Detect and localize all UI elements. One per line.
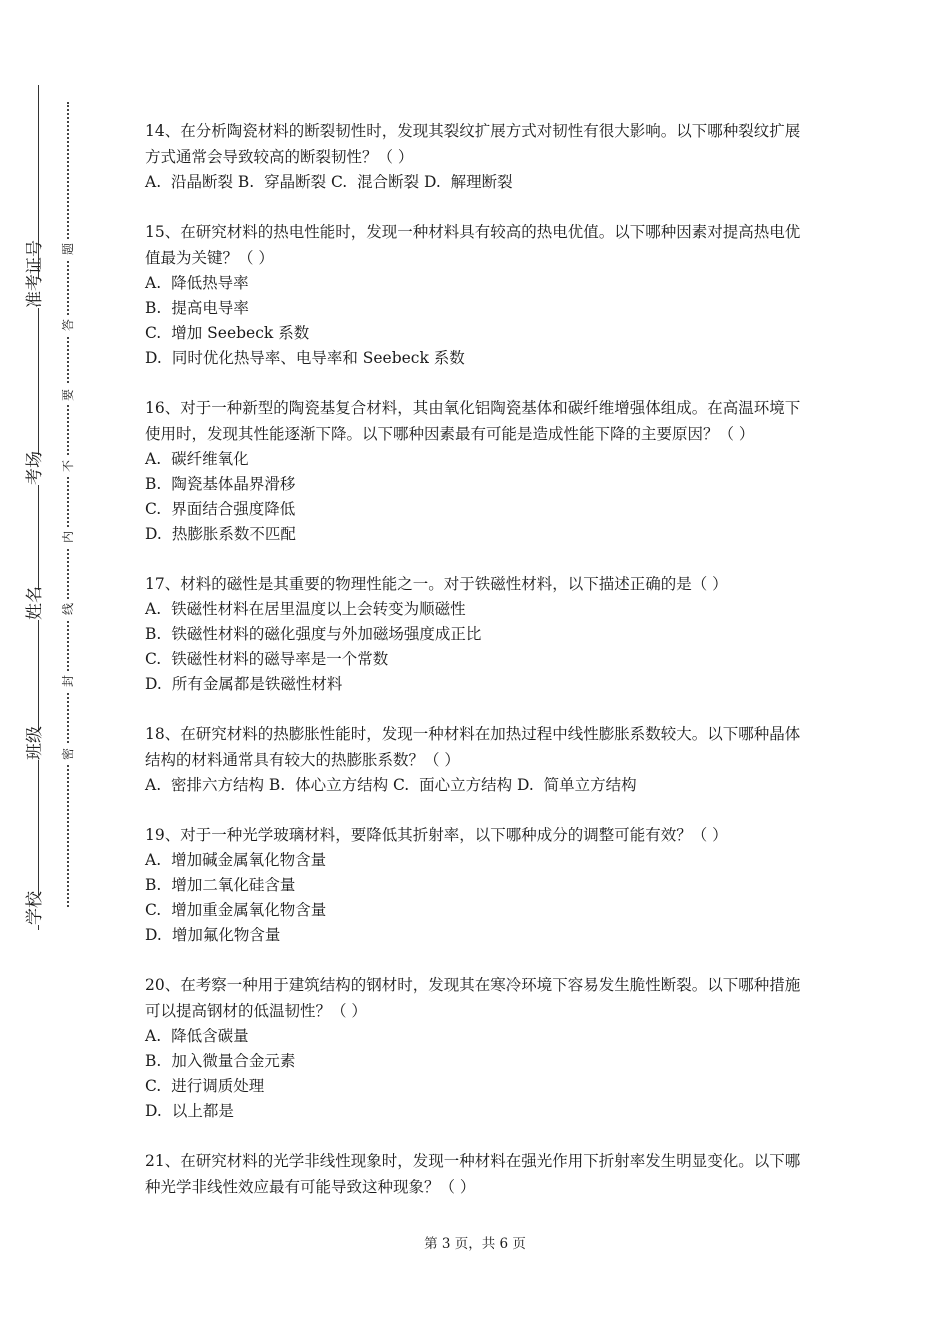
option-c: C. 增加重金属氧化物含量: [145, 901, 327, 919]
binding-margin: [0, 0, 120, 1344]
field-label-exam-room: 考场: [20, 455, 50, 485]
question-15: [145, 219, 815, 371]
question-stem: 14、在分析陶瓷材料的断裂韧性时，发现其裂纹扩展方式对韧性有很大影响。以下哪种裂纹扩展方式通常会导致较高的断裂韧性？（ ）: [145, 122, 801, 166]
question-stem: 17、材料的磁性是其重要的物理性能之一。对于铁磁性材料，以下描述正确的是（ ）: [145, 575, 728, 593]
question-stem: 21、在研究材料的光学非线性现象时，发现一种材料在强光作用下折射率发生明显变化。以下哪种光学非线性效应最有可能导致这种现象？（ ）: [145, 1152, 801, 1196]
option-c: C. 界面结合强度降低: [145, 500, 296, 518]
option-b: B. 陶瓷基体晶界滑移: [145, 475, 296, 493]
option-a: A. 降低热导率: [145, 274, 249, 292]
field-label-class: 班级: [20, 730, 50, 760]
question-inline-options: A. 沿晶断裂 B. 穿晶断裂 C. 混合断裂 D. 解理断裂: [145, 173, 513, 191]
question-18: [145, 721, 815, 798]
option-b: B. 增加二氧化硅含量: [145, 876, 296, 894]
seal-char: 内: [59, 527, 77, 547]
question-19: [145, 822, 815, 948]
option-c: C. 进行调质处理: [145, 1077, 265, 1095]
question-16: [145, 395, 815, 547]
question-stem: 18、在研究材料的热膨胀性能时，发现一种材料在加热过程中线性膨胀系数较大。以下哪种晶体结构的材料通常具有较大的热膨胀系数？（ ）: [145, 725, 801, 769]
question-17: [145, 571, 815, 697]
option-b: B. 铁磁性材料的磁化强度与外加磁场强度成正比: [145, 625, 482, 643]
seal-char: 要: [59, 385, 77, 405]
field-label-name: 姓名: [20, 590, 50, 620]
option-a: A. 碳纤维氧化: [145, 450, 249, 468]
question-21: [145, 1148, 815, 1200]
question-stem: 16、对于一种新型的陶瓷基复合材料，其由氧化铝陶瓷基体和碳纤维增强体组成。在高温环境下使用时，发现其性能逐渐下降。以下哪种因素最有可能是造成性能下降的主要原因？（ ）: [145, 399, 801, 443]
seal-char: 密: [59, 744, 77, 764]
option-a: A. 降低含碳量: [145, 1027, 249, 1045]
seal-char: 线: [59, 599, 77, 619]
question-14: [145, 118, 815, 195]
option-c: C. 增加 Seebeck 系数: [145, 324, 310, 342]
binding-fill-line: [38, 85, 39, 930]
seal-char: 封: [59, 671, 77, 691]
field-label-exam-number: 准考证号: [20, 278, 50, 308]
seal-char: 不: [59, 456, 77, 476]
question-inline-options: A. 密排六方结构 B. 体心立方结构 C. 面心立方结构 D. 简单立方结构: [145, 776, 637, 794]
option-a: A. 铁磁性材料在居里温度以上会转变为顺磁性: [145, 600, 466, 618]
question-stem: 20、在考察一种用于建筑结构的钢材时，发现其在寒冷环境下容易发生脆性断裂。以下哪种措施可以提高钢材的低温韧性？（ ）: [145, 976, 801, 1020]
option-b: B. 加入微量合金元素: [145, 1052, 296, 1070]
option-a: A. 增加碱金属氧化物含量: [145, 851, 327, 869]
page-footer: 第 3 页，共 6 页: [424, 1236, 526, 1252]
question-list: [145, 118, 815, 1224]
question-stem: 19、对于一种光学玻璃材料，要降低其折射率，以下哪种成分的调整可能有效？（ ）: [145, 826, 728, 844]
field-label-school: 学校: [20, 895, 50, 925]
option-d: D. 增加氟化物含量: [145, 926, 281, 944]
option-d: D. 所有金属都是铁磁性材料: [145, 675, 343, 693]
seal-dotted-line: [67, 102, 69, 907]
seal-char: 答: [59, 315, 77, 335]
option-d: D. 热膨胀系数不匹配: [145, 525, 296, 543]
option-b: B. 提高电导率: [145, 299, 249, 317]
option-d: D. 同时优化热导率、电导率和 Seebeck 系数: [145, 349, 465, 367]
question-20: [145, 972, 815, 1124]
option-d: D. 以上都是: [145, 1102, 234, 1120]
seal-char: 题: [59, 239, 77, 259]
question-stem: 15、在研究材料的热电性能时，发现一种材料具有较高的热电优值。以下哪种因素对提高热电优值最为关键？（ ）: [145, 223, 801, 267]
option-c: C. 铁磁性材料的磁导率是一个常数: [145, 650, 389, 668]
